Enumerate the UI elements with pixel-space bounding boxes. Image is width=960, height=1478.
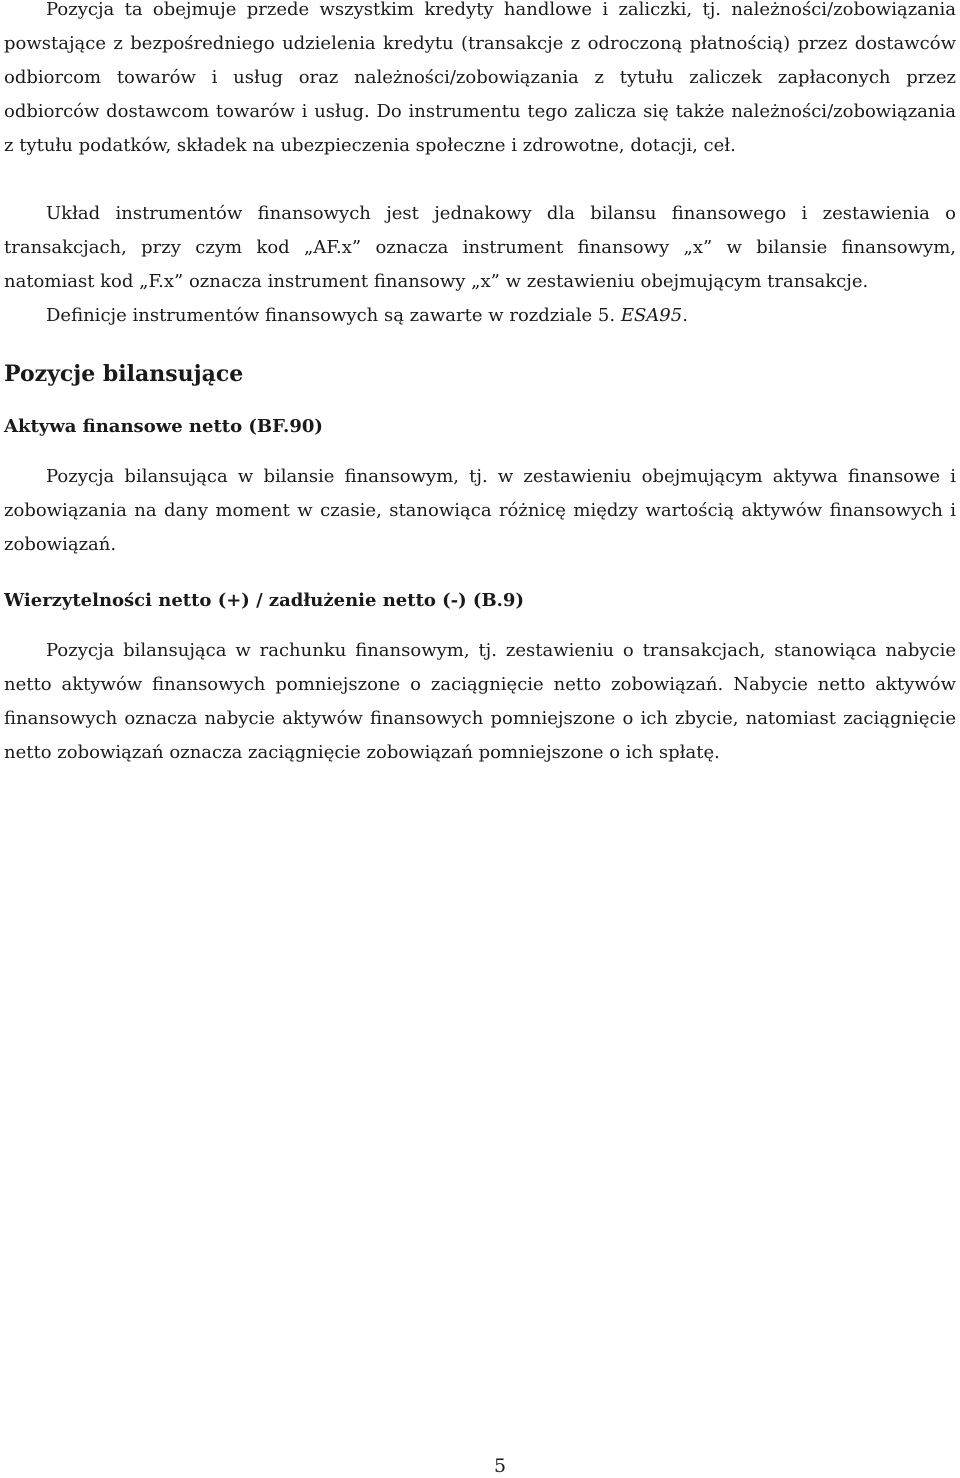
esa95-reference: ESA95 xyxy=(620,305,683,326)
subheading-net-lending-borrowing: Wierzytelności netto (+) / zadłużenie netto (-) (B.9) xyxy=(4,590,524,611)
paragraph-definitions xyxy=(4,299,956,333)
definitions-period: . xyxy=(682,305,688,326)
page-number: 5 xyxy=(493,1455,507,1477)
definitions-text: Definicje instrumentów finansowych są zawarte w rozdziale 5. xyxy=(46,305,621,326)
paragraph-net-lending-borrowing: Pozycja bilansująca w rachunku finansowym, tj. zestawieniu o transakcjach, stanowiąca nabycie netto aktywów finansowych pomniejszone o zaciągnięcie netto zobowiązań. Nabycie netto aktywów finansowych oznacza nabycie aktywów finansowych pomniejszone o ich zbycie, natomiast zaciągnięcie netto zobowiązań oznacza zaciągnięcie zobowiązań pomniejszone o ich spłatę. xyxy=(4,640,956,763)
paragraph-trade-credits: Pozycja ta obejmuje przede wszystkim kredyty handlowe i zaliczki, tj. należności/zobowiązania powstające z bezpośredniego udzielenia kredytu (transakcje z odroczoną płatnością) przez dostawców odbiorcom towarów i usług oraz należności/zobowiązania z tytułu zaliczek zapłaconych przez odbiorców dostawcom towarów i usług. Do instrumentu tego zalicza się także należności/zobowiązania z tytułu podatków, składek na ubezpieczenia społeczne i zdrowotne, dotacji, ceł. xyxy=(4,0,956,156)
section-heading-balancing-items: Pozycje bilansujące xyxy=(4,361,244,387)
paragraph-instrument-layout: Układ instrumentów finansowych jest jednakowy dla bilansu finansowego i zestawienia o transakcjach, przy czym kod „AF.x” oznacza instrument finansowy „x” w bilansie finansowym, natomiast kod „F.x” oznacza instrument finansowy „x” w zestawieniu obejmującym transakcje. xyxy=(4,203,956,292)
document-page xyxy=(4,0,956,770)
paragraph-net-financial-assets: Pozycja bilansująca w bilansie finansowym, tj. w zestawieniu obejmującym aktywa finansowe i zobowiązania na dany moment w czasie, stanowiąca różnicę między wartością aktywów finansowych i zobowiązań. xyxy=(4,466,956,555)
subheading-net-financial-assets: Aktywa finansowe netto (BF.90) xyxy=(4,416,323,437)
